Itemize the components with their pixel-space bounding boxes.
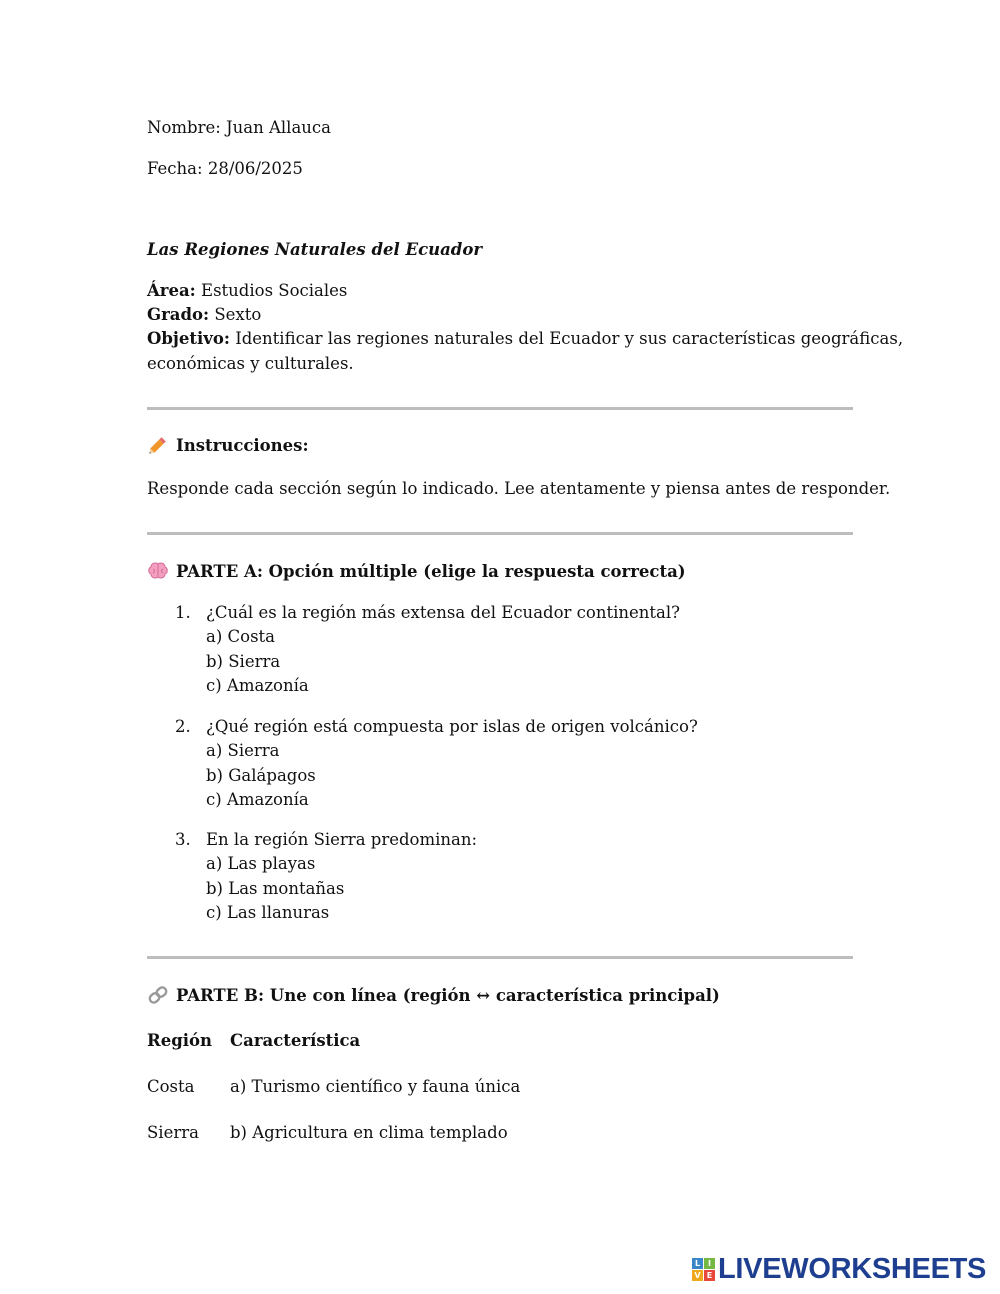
question-3 [206, 828, 477, 925]
divider [147, 532, 853, 535]
part-a-heading-row [147, 560, 686, 584]
divider [147, 407, 853, 410]
option[interactable]: a) Costa [206, 627, 276, 647]
option[interactable]: c) Las llanuras [206, 902, 330, 922]
grade-label: Grado: [147, 305, 210, 324]
column-header-region: Región [147, 1031, 213, 1050]
question-number: 3. [175, 830, 191, 849]
part-a-heading: PARTE A: Opción múltiple (elige la respuesta correcta) [176, 562, 686, 581]
logo-text: LIVEWORKSHEETS [718, 1252, 987, 1285]
option[interactable]: c) Amazonía [206, 675, 309, 695]
question-number: 1. [175, 603, 191, 622]
option[interactable]: c) Amazonía [206, 789, 309, 809]
question-number: 2. [175, 717, 191, 736]
logo-letter: I [704, 1258, 715, 1269]
option[interactable]: b) Galápagos [206, 765, 316, 785]
brain-icon [147, 561, 169, 581]
instructions-heading-row [147, 434, 309, 458]
grade-line [147, 303, 261, 327]
logo-letter: L [692, 1258, 703, 1269]
student-name: Nombre: Juan Allauca [147, 118, 331, 137]
option[interactable]: a) Sierra [206, 741, 280, 761]
objective-label: Objetivo: [147, 329, 230, 348]
area-line [147, 279, 347, 303]
link-icon [147, 985, 169, 1005]
instructions-heading: Instrucciones: [176, 436, 309, 455]
column-header-feature: Característica [230, 1031, 361, 1050]
question-text: ¿Cuál es la región más extensa del Ecuador continental? [206, 603, 680, 622]
option[interactable]: a) Las playas [206, 854, 316, 874]
part-b-heading: PARTE B: Une con línea (región ↔ característica principal) [176, 986, 720, 1005]
match-region[interactable]: Costa [147, 1077, 195, 1096]
match-feature[interactable]: b) Agricultura en clima templado [230, 1123, 508, 1142]
objective-line [147, 327, 903, 351]
logo-letter: E [704, 1270, 715, 1281]
divider [147, 956, 853, 959]
match-feature[interactable]: a) Turismo científico y fauna única [230, 1077, 521, 1096]
area-value: Estudios Sociales [195, 281, 348, 300]
match-region[interactable]: Sierra [147, 1123, 199, 1142]
part-b-heading-row [147, 984, 720, 1008]
objective-line-2: económicas y culturales. [147, 354, 354, 373]
option[interactable]: b) Las montañas [206, 878, 345, 898]
question-text: En la región Sierra predominan: [206, 830, 478, 849]
question-text: ¿Qué región está compuesta por islas de origen volcánico? [206, 717, 698, 736]
grade-value: Sexto [209, 305, 262, 324]
area-label: Área: [147, 281, 196, 300]
objective-value: Identificar las regiones naturales del Ecuador y sus características geográficas, [229, 329, 904, 348]
logo-mark-icon [692, 1258, 715, 1281]
question-1 [206, 601, 680, 698]
worksheet-title: Las Regiones Naturales del Ecuador [147, 240, 483, 259]
pencil-icon [147, 435, 169, 455]
option[interactable]: b) Sierra [206, 651, 281, 671]
instructions-text: Responde cada sección según lo indicado. Lee atentamente y piensa antes de responder. [147, 479, 891, 498]
date-line: Fecha: 28/06/2025 [147, 159, 303, 178]
question-2 [206, 715, 698, 812]
liveworksheets-logo [692, 1253, 986, 1285]
logo-letter: V [692, 1270, 703, 1281]
